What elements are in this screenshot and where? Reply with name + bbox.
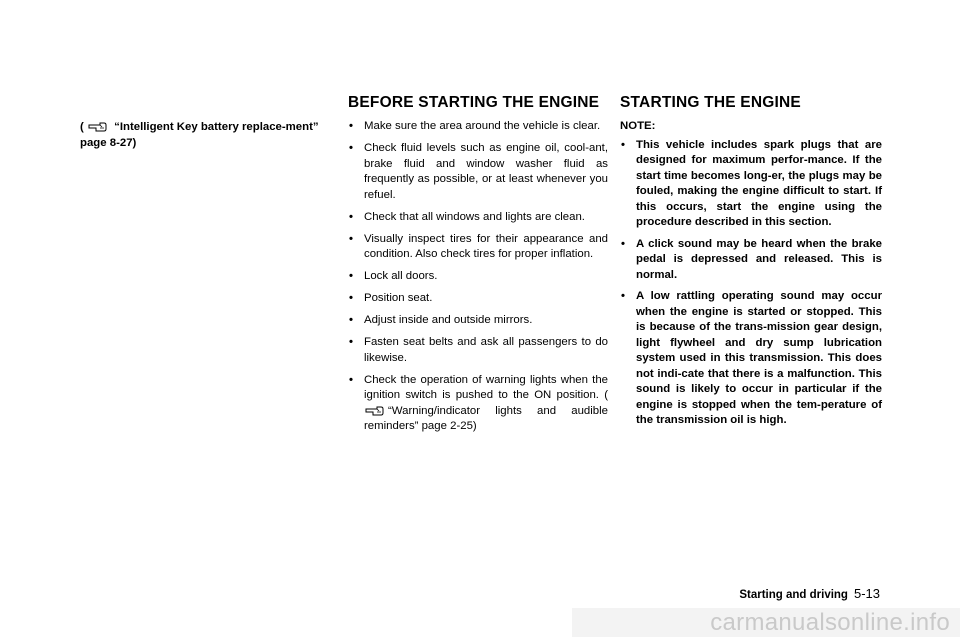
list-item: • Lock all doors. (348, 269, 608, 285)
list-item: • A click sound may be heard when the brake pedal is depressed and released. This is normal. (621, 237, 882, 281)
notes-list (620, 138, 882, 429)
bullet-icon: • (349, 270, 353, 282)
starting-engine-section (620, 94, 882, 435)
bullet-icon: • (621, 138, 625, 151)
bullet-icon: • (621, 290, 625, 302)
bullet-icon: • (349, 232, 353, 245)
pointing-hand-icon (88, 121, 110, 132)
before-starting-heading: BEFORE STARTING THE ENGINE (348, 94, 600, 111)
ref-open-paren: ( (80, 121, 84, 133)
checklist (348, 119, 608, 435)
watermark (572, 608, 960, 637)
battery-replacement-reference[interactable]: “Intelligent Key battery replace-ment” page 8-27) (80, 121, 319, 149)
left-column (80, 120, 336, 151)
section-name: Starting and driving (739, 589, 848, 601)
bullet-icon: • (349, 314, 353, 326)
list-item: • Check that all windows and lights are clean. (348, 210, 608, 226)
bullet-icon: • (349, 373, 353, 386)
list-item: • Make sure the area around the vehicle is clear. (348, 119, 608, 135)
starting-engine-heading: STARTING THE ENGINE (620, 94, 801, 111)
list-item: • Adjust inside and outside mirrors. (348, 313, 608, 329)
page-number: 5-13 (853, 586, 880, 601)
before-starting-section (348, 94, 608, 441)
list-item: • Fasten seat belts and ask all passengers to do likewise. (349, 336, 608, 364)
pointing-hand-icon (365, 405, 387, 416)
list-item: • A low rattling operating sound may occur when the engine is started or stopped. This is because of the trans-mission gear design, light flywheel and dry sump lubrication system used in this transmission. This does not indi-cate that there is a malfunction. This sound is likely to occur in particular if the engine is stopped when the tem-perature of the transmission oil is high. (621, 290, 882, 426)
bullet-icon: • (349, 292, 353, 304)
list-item: • Position seat. (348, 291, 608, 307)
bullet-icon: • (349, 120, 353, 132)
list-item: • This vehicle includes spark plugs that are designed for maximum perfor-mance. If the start time becomes long-er, the plugs may be fouled, making the engine difficult to start. If this occurs, start the engine using the procedure described in this section. (621, 138, 882, 228)
bullet-icon: • (621, 237, 625, 250)
watermark-text: carmanualsonline.info (710, 609, 950, 636)
list-item: • Check fluid levels such as engine oil, cool-ant, brake fluid and window washer fluid as frequently as possible, or at least whenever you refuel. (349, 142, 608, 201)
bullet-icon: • (349, 210, 353, 223)
bullet-icon: • (349, 142, 353, 154)
list-item: • Check the operation of warning lights when the ignition switch is pushed to the ON position. (“Warning/indicator lights and audible reminders” page 2-25) (349, 373, 608, 432)
list-item: • Visually inspect tires for their appearance and condition. Also check tires for proper inflation. (349, 232, 608, 260)
note-label: NOTE: (620, 120, 656, 132)
bullet-icon: • (349, 336, 353, 348)
warning-lights-reference[interactable]: “Warning/indicator lights and audible reminders” page 2-25) (364, 404, 608, 432)
page-footer (720, 586, 880, 601)
